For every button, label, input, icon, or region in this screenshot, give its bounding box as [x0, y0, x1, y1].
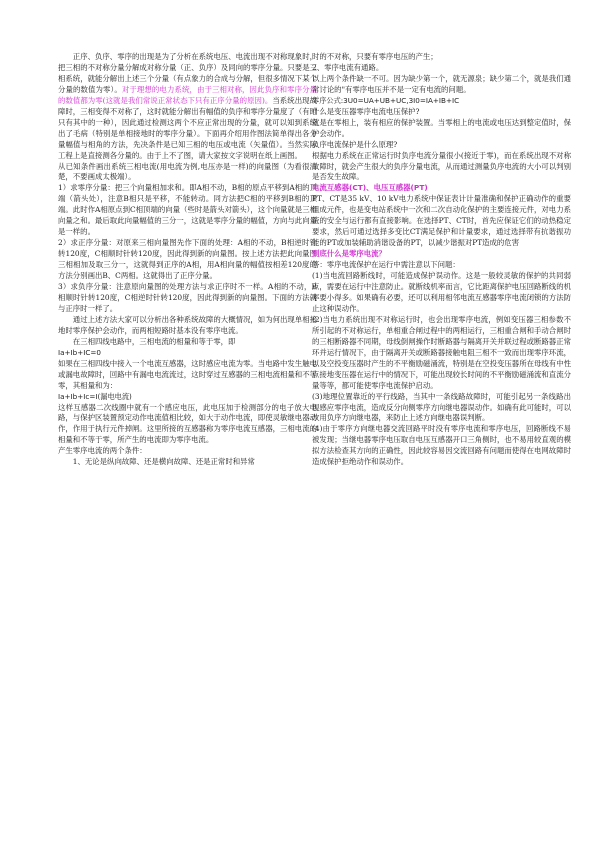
- section-heading-ct-pt: 电流互感器(CT)、电压互感器(PT): [312, 183, 428, 193]
- answer-transformer-protection: 就是在零相上，装有相应的保护装置。当零相上的电流或电压达到整定值时，保护会动作。: [312, 117, 571, 138]
- list-item-2: (2)当电力系统出现不对称运行时，也会出现零序电流，例如变压器三相参数不所引起的不对称运行，单相重合闸过程中的两相运行，三相重合闸和手动合闸时的三相断路器不同期，母线倒闸操作时断路器与隔离开关并联过程或断路器正常环并运行情况下，由于隔离开关或断路器接触电阻三相不一致而出现零序环流，以及空投变压器时产生的不平衡励磁涌流，特别是在空投变压器所在母线有中性点接地变压器在运行中的情况下，可能出现较长时间的不平衡励磁涌流和直流分量等等，都可能使零序电流保护启动。: [312, 314, 571, 390]
- paragraph-ct-pt: PT、CT是35 kV、10 kV电力系统中保证表计计量准确和保护正确动作的重要组成元件，也是变电站系统中一次和二次自动化保护的主要连接元件，对电力系统的安全与运行都有直接影响。在选择PT、CT时，首先应保证它们的动热稳定要求，然后可通过选择多变比CT满足保护和计量要求，通过选择带有抗谐振功能的PT或加装辅助消谐设备的PT，以减少谐振对PT造成的危害: [312, 194, 571, 248]
- answer-negative-sequence: 根据电力系统在正常运行时负序电流分量很小(接近于零)，而在系统出现不对称故障时，就会产生很大的负序分量电流，从而通过测量负序电流的大小可以判别是否发生故障。: [312, 150, 571, 182]
- formula-current-sum: Ia+Ib+IC=0: [58, 347, 101, 357]
- formula-leakage: Ia+Ib+Ic=I(漏电电流): [58, 391, 132, 401]
- paragraph-current-transformer: 如果在三相四线中接入一个电流互感器，这时感应电流为零。当电路中发生触电或漏电故障时，回路中有漏电电流流过，这时穿过互感器的三相电流相量和不等零，其相量和为：: [58, 358, 317, 390]
- formula-zero-sequence: 零序公式:3U0=UA+UB+UC,3I0=IA+IB+IC: [312, 95, 460, 105]
- right-column: [312, 52, 571, 468]
- paragraph-zero-sequence-ct: 这样互感器二次线圈中就有一个感应电压，此电压加于检测部分的电子放大电路，与保护区装置预定动作电流值相比较，如大于动作电流，即使灵敏继电器动作，作用于执行元件掉闸。这里所接的互感器称为零序电流互感器，三相电流的相量和不等于零，所产生的电流即为零序电流。: [58, 402, 317, 445]
- para-intro-text: 正序、负序、零序的出现是为了分析在系统电压、电流出现不对称现象时，把三相的不对称分量分解成对称分量（正、负序）及同向的零序分量。只要是三相系统，就能分解出上述三个分量（有点象力的合成与分解，但很多情况下某个分量的数值为零）。: [58, 52, 317, 94]
- paragraph-negative-sequence: 3）求负序分量：注意原向量图的处理方法与求正序时不一样。A相的不动，B相顺时针转120度，C相逆时针转120度，因此得到新的向量图。下面的方法就与正序时一样了。: [58, 282, 317, 313]
- paragraph-condition-two: 2、零序电流有通路。: [312, 62, 384, 72]
- paragraph-zero-sequence: 1）求零序分量：把三个向量相加求和。即A相不动，B相的原点平移到A相的顶端（箭头处），注意B相只是平移，不能转动。同方法把C相的平移到B相的顶端。此时作A相原点到C相顶端的向量（些时是箭头对箭头），这个向量就是三相向量之和。最后取此向量幅值的三分一，这就是零序分量的幅值，方向与此向量是一样的。: [58, 183, 317, 237]
- list-item-1: (1)当电流回路断线时，可能造成保护误动作。这是一般较灵敏的保护的共同弱点，需要在运行中注意防止。就断线机率而言，它比距离保护电压回路断线的机率要小得多。如果确有必要，还可以利用相邻电流互感器零序电流闭锁的方法防止这种误动作。: [312, 271, 571, 313]
- question-negative-sequence: 负序电流保护是什么原理?: [312, 139, 398, 149]
- paragraph-condition-one: 1、无论是纵向故障、还是横向故障、还是正常时和异常: [72, 457, 255, 467]
- paragraph-symmetric-components: [58, 52, 317, 162]
- paragraph-both-required: 以上两个条件缺一不可。因为缺少第一个，就无源泉；缺少第二个，就是我们通常讨论的"有零序电压并不是一定有电流的问题。: [312, 73, 571, 94]
- highlighted-text: 对于理想的电力系统，由于三相对称，因此负序和零序分量的数值都为零(这就是我们常说正常状态下只有正序分量的原因)。: [58, 84, 317, 105]
- paragraph-three-phase: 在三相四线电路中，三相电流的相量和等于零，即: [72, 336, 236, 346]
- paragraph-answer-intro: 答：零序电流保护在运行中需注意以下问题：: [312, 260, 460, 270]
- paragraph-positive-sequence: 2）求正序分量：对原来三相向量图先作下面的处理：A相的不动，B相逆时针转120度，C相顺时针转120度，因此得到新的向量图。按上述方法把此向量图三相相加及取三分一，这就得到正序的A相，用A相向量的幅值按相差120度的方法分别画出B、C两相。这就得出了正序分量。: [58, 238, 317, 281]
- paragraph-analysis: 通过上述方法大家可以分析出各种系统故障的大概情况，如为何出现单相接地时零序保护会动作，而两相短路时基本没有零序电流。: [58, 314, 317, 335]
- section-heading-zero-sequence: 到底什么是零序电流？: [312, 249, 386, 259]
- list-item-4: (4)由于零序方向继电器交流回路平时没有零序电流和零序电压，回路断线不易被发现；当继电器零序电压取自电压互感器开口三角侧时，也不易用较直观的模拟方法检查其方向的正确性，因此较容易因交流回路有问题而使得在电网故障时造成保护拒绝动作和误动作。: [312, 424, 571, 467]
- list-item-3: (3)地理位置靠近的平行线路，当其中一条线路故障时，可能引起另一条线路出现感应零序电流，造成反分向侧零序方向继电器误动作。如确有此可能时，可以改用负序方向继电器，来防止上述方向继电器误判断。: [312, 391, 571, 423]
- paragraph-condition-one-cont: 时的不对称，只要有零序电压的产生；: [312, 52, 438, 61]
- question-transformer-protection: 什么是变压器零序电流电压保护?: [312, 106, 420, 116]
- left-column: [58, 52, 317, 468]
- paragraph-two-conditions: 产生零序电流的两个条件：: [58, 446, 147, 456]
- para-fault-text: 当系统出现故障时，三相变得不对称了，这时就能分解出有幅值的负序和零序分量度了（有时只有其中的一种），因此通过检测这两个不应正常出现的分量，就可以知到系统出了毛病（特别是单相接地时的零序分量）。下面再介绍用作图法简单得出各分量幅值与相角的方法，先决条件是已知三相的电压或电流（矢量值）。当然实际工程上是直接测各分量的。由于上不了图，请大家按文字说明在纸上画图。: [58, 95, 317, 160]
- paragraph-vector-diagram: 从已知条件画出系统三相电流(用电流为例,电压亦是一样)的向量图（为看很清楚，不要画成太极端）。: [58, 161, 317, 182]
